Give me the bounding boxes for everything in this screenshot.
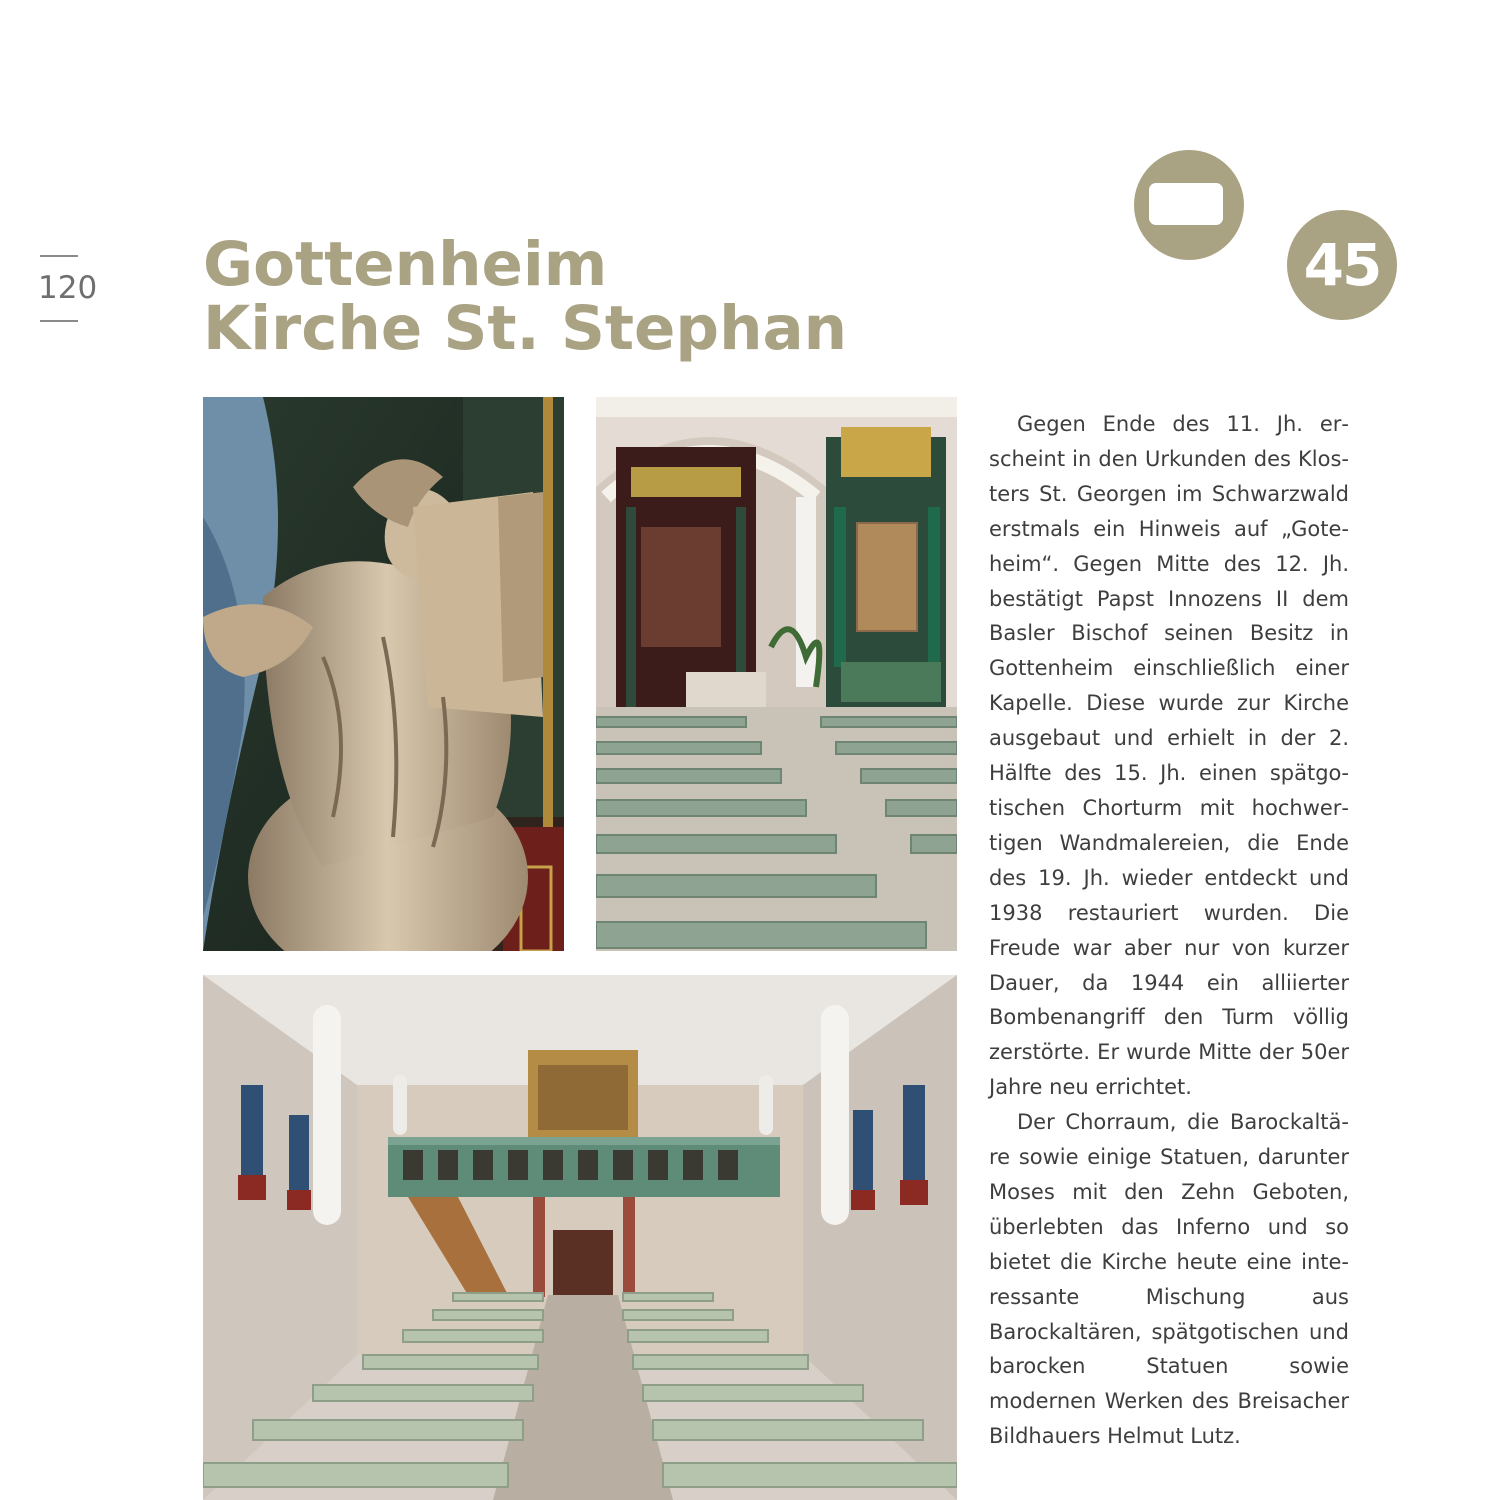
- entry-number-badge: 45: [1287, 210, 1397, 320]
- body-paragraph-2: Der Chorraum, die Barockaltäre sowie einige Statuen, darunter Moses mit den Zehn Geboten, überlebten das Inferno und so bietet die Kirche heute eine interessante Mischung aus Barockaltären, spätgotischen und barocken Statuen sowie modernen Werken des Breisacher Bildhauers Helmut Lutz.: [989, 1110, 1349, 1449]
- screen-icon-shape: [1149, 183, 1223, 225]
- page-title-line1: Gottenheim: [203, 229, 608, 300]
- page-number-rule-top: [40, 255, 78, 257]
- moses-statue-photo: [203, 397, 564, 951]
- body-paragraph-1: Gegen Ende des 11. Jh. erscheint in den Urkunden des Klosters St. Georgen im Schwarzwald erstmals ein Hinweis auf „Goteheim“. Gegen Mitte des 12. Jh. bestätigt Papst Innozens II dem Basler Bischof seinen Besitz in Gottenheim einschließlich einer Kapelle. Diese wurde zur Kirche ausgebaut und erhielt in der 2. Hälfte des 15. Jh. einen spätgotischen Chorturm mit hochwertigen Wandmalereien, die Ende des 19. Jh. wieder entdeckt und 1938 restauriert wurden. Die Freude war aber nur von kurzer Dauer, da 1944 ein alliierter Bombenangriff den Turm völlig zerstörte. Er wurde Mitte der 50er Jahre neu errichtet.: [989, 412, 1349, 1100]
- page-title-line2: Kirche St. Stephan: [203, 293, 848, 364]
- page-number: 120: [38, 270, 98, 306]
- page-title: [203, 229, 848, 364]
- article-body: [989, 407, 1349, 1454]
- church-nave-photo: [203, 975, 957, 1500]
- page-number-rule-bottom: [40, 320, 78, 322]
- side-altar-photo: [596, 397, 957, 951]
- screen-icon: [1134, 150, 1244, 260]
- page-number-block: [38, 255, 98, 322]
